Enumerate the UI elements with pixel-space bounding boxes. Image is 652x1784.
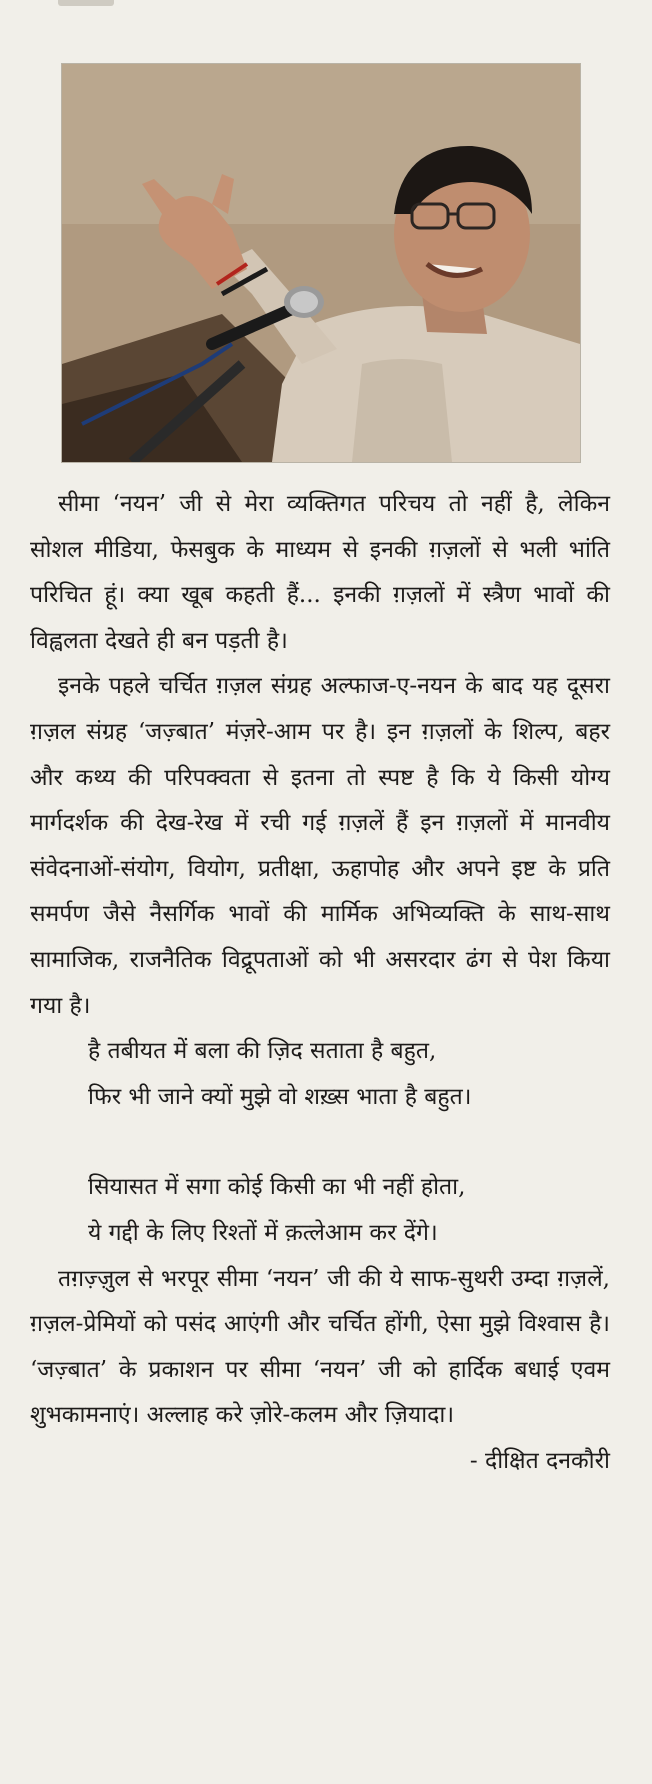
- couplet-line: है तबीयत में बला की ज़िद सताता है बहुत,: [88, 1038, 437, 1065]
- top-edge-mark: [58, 0, 114, 6]
- couplet-line: फिर भी जाने क्यों मुझे वो शख़्स भाता है बहुत।: [88, 1083, 472, 1110]
- couplet-line: सियासत में सगा कोई किसी का भी नहीं होता,: [88, 1174, 466, 1201]
- speaker-illustration: [62, 64, 580, 462]
- stanza-gap: [30, 1120, 610, 1165]
- couplet-line: ये गद्दी के लिए रिश्तों में क़त्लेआम कर देंगे।: [88, 1219, 438, 1246]
- author-signature: - दीक्षित दनकौरी: [469, 1447, 610, 1474]
- paragraph-intro: सीमा ‘नयन’ जी से मेरा व्यक्तिगत परिचय तो नहीं है, लेकिन सोशल मीडिया, फेसबुक के माध्यम से इनकी ग़ज़लों से भली भांति परिचित हूं। क्या खूब कहती हैं... इनकी ग़ज़लों में स्त्रैण भावों की विह्वलता देखते ही बन पड़ती है।: [30, 491, 610, 654]
- paragraph-review: इनके पहले चर्चित ग़ज़ल संग्रह अल्फाज-ए-नयन के बाद यह दूसरा ग़ज़ल संग्रह ‘जज़्बात’ मंज़रे-आम पर है। इन ग़ज़लों के शिल्प, बहर और कथ्य की परिपक्वता से इतना तो स्पष्ट है कि ये किसी योग्य मार्गदर्शक की देख-रेख में रची गई ग़ज़लें हैं इन ग़ज़लों में मानवीय संवेदनाओं-संयोग, वियोग, प्रतीक्षा, ऊहापोह और अपने इष्ट के प्रति समर्पण जैसे नैसर्गिक भावों की मार्मिक अभिव्यक्ति के साथ-साथ सामाजिक, राजनैतिक विद्रूपताओं को भी असरदार ढंग से पेश किया गया है।: [30, 673, 610, 1019]
- paragraph-closing: तग़ज़्ज़ुल से भरपूर सीमा ‘नयन’ जी की ये साफ-सुथरी उम्दा ग़ज़लें, ग़ज़ल-प्रेमियों को पसंद आएंगी और चर्चित होंगी, ऐसा मुझे विश्वास है। ‘जज़्बात’ के प्रकाशन पर सीमा ‘नयन’ जी को हार्दिक बधाई एवम शुभकामनाएं। अल्लाह करे ज़ोरे-कलम और ज़ियादा।: [30, 1265, 610, 1429]
- article-body: [30, 482, 610, 1484]
- speaker-photo: [62, 64, 580, 462]
